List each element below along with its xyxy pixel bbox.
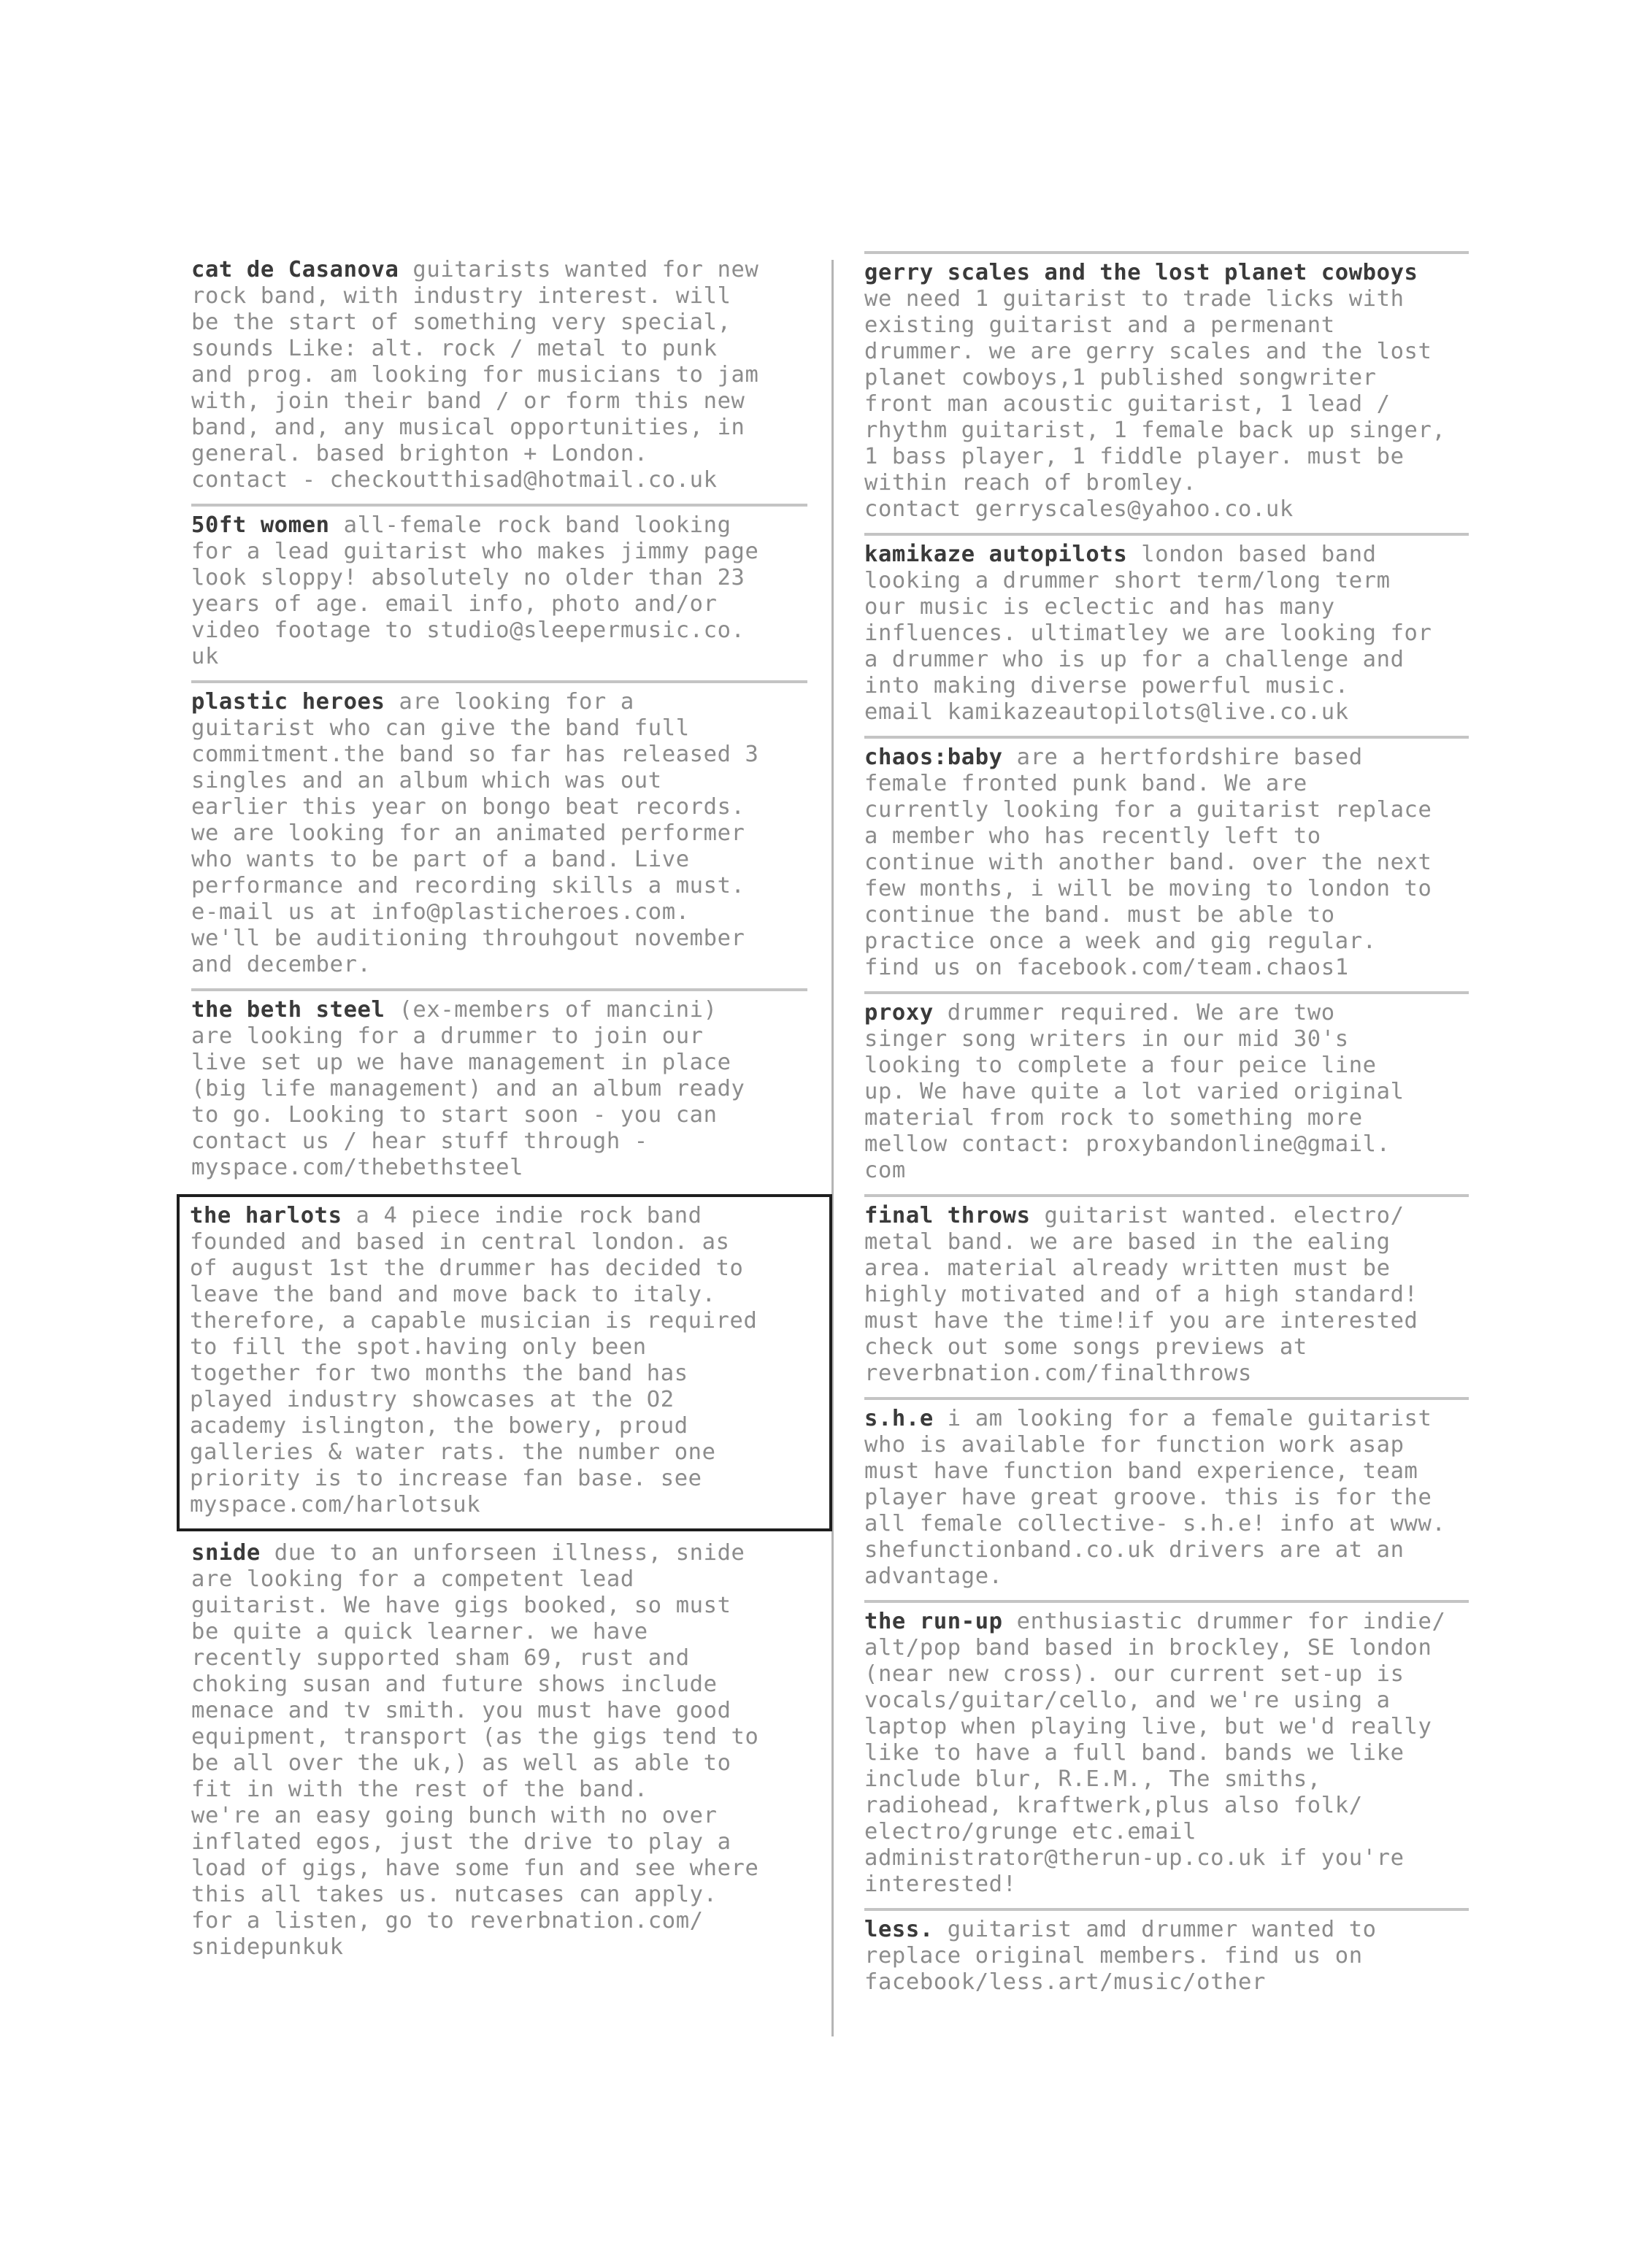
ad-less — [854, 1911, 1497, 2006]
ad-band-name: 50ft women — [191, 512, 330, 538]
ad-band-name: s.h.e — [864, 1406, 934, 1431]
ad-final-throws — [854, 1197, 1497, 1397]
ad-she — [854, 1400, 1497, 1600]
ad-body: a 4 piece indie rock band founded and based in central london. as of august 1st the drummer has decided to leave the band and move back to italy. therefore, a capable musician is required to fill the spot.having only been together for two months the band has played industry showcases at the O2 academy islington, the bowery, proud galleries & water rats. the number one priority is to increase fan base. see myspace.com/harlotsuk — [190, 1203, 758, 1517]
ad-band-name: snide — [191, 1540, 261, 1566]
ad-band-name: kamikaze autopilots — [864, 542, 1128, 567]
ad-cat-de-casanova — [181, 251, 823, 504]
ad-chaos-baby — [854, 739, 1497, 991]
ad-body: all-female rock band looking for a lead guitarist who makes jimmy page look sloppy! absolutely no older than 23 years of age. email info, photo and/or video footage to studio@sleepermusic.co. uk — [191, 512, 759, 669]
ad-50ft-women — [181, 507, 823, 680]
ad-band-name: the harlots — [190, 1203, 342, 1228]
ad-band-name: plastic heroes — [191, 689, 385, 715]
ad-body: london based band looking a drummer short term/long term our music is eclectic and has many influences. ultimatley we are looking for a drummer who is up for a challenge and into making diverse powerful music. email kamikazeautopilots@live.co.uk — [864, 542, 1432, 725]
ad-band-name: final throws — [864, 1203, 1031, 1228]
ad-band-name: cat de Casanova — [191, 257, 399, 282]
ad-body: guitarist wanted. electro/ metal band. we are based in the ealing area. material already written must be highly motivated and of a high standard! must have the time!if you are interested check out some songs previews at reverbnation.com/finalthrows — [864, 1203, 1418, 1386]
ad-gerry-scales — [854, 254, 1497, 533]
ad-body: enthusiastic drummer for indie/ alt/pop band based in brockley, SE london (near new cross). our current set-up is vocals/guitar/cello, and we're using a laptop when playing live, but we'd really like to have a full band. bands we like include blur, R.E.M., The smiths, radiohead, kraftwerk,plus also folk/ electro/grunge etc.email administrator@therun-up.co.uk if you're interested! — [864, 1609, 1446, 1897]
ad-body: drummer required. We are two singer song writers in our mid 30's looking to complete a four peice line up. We have quite a lot varied original material from rock to something more mellow contact: proxybandonline@gmail. com — [864, 1000, 1405, 1183]
ad-band-name: the beth steel — [191, 997, 385, 1023]
ad-body: are a hertfordshire based female fronted punk band. We are currently looking for a guitarist replace a member who has recently left to continue with another band. over the next few months, i will be moving to london to continue the band. must be able to practice once a week and gig regular. find us on facebook.com/team.chaos1 — [864, 745, 1432, 980]
ad-body: guitarists wanted for new rock band, with industry interest. will be the start of something very special, sounds Like: alt. rock / metal to punk and prog. am looking for musicians to jam with, join their band / or form this new band, and, any musical opportunities, in general. based brighton + London. contact - checkoutthisad@hotmail.co.uk — [191, 257, 759, 493]
column-divider — [831, 260, 834, 2036]
ad-the-beth-steel — [181, 991, 823, 1191]
right-column — [854, 251, 1497, 2006]
ad-proxy — [854, 994, 1497, 1194]
ad-band-name: chaos:baby — [864, 745, 1003, 770]
ad-body: (ex-members of mancini) are looking for a drummer to join our live set up we have management in place (big life management) and an album ready to go. Looking to start soon - you can contact us / hear stuff through - myspace.com/thebethsteel — [191, 997, 745, 1180]
ad-plastic-heroes — [181, 683, 823, 988]
ad-snide — [181, 1534, 823, 1971]
ad-band-name: less. — [864, 1917, 934, 1942]
ad-body: i am looking for a female guitarist who is available for function work asap must have function band experience, team player have great groove. this is for the all female collective- s.h.e! info at www. shefunctionband.co.uk drivers are at an advantage. — [864, 1406, 1446, 1589]
ad-body: guitarist amd drummer wanted to replace original members. find us on facebook/less.art/music/other — [864, 1917, 1377, 1995]
ad-body: due to an unforseen illness, snide are looking for a competent lead guitarist. We have gigs booked, so must be quite a quick learner. we have recently supported sham 69, rust and choking susan and future shows include menace and tv smith. you must have good equipment, transport (as the gigs tend to be all over the uk,) as well as able to fit in with the rest of the band. we're an easy going bunch with no over inflated egos, just the drive to play a load of gigs, have some fun and see where this all takes us. nutcases can apply. for a listen, go to reverbnation.com/ snidepunkuk — [191, 1540, 759, 1960]
ad-the-run-up — [854, 1603, 1497, 1908]
ad-the-harlots-highlighted — [177, 1194, 832, 1531]
ad-kamikaze-autopilots — [854, 536, 1497, 736]
ad-band-name: proxy — [864, 1000, 934, 1026]
ad-band-name: gerry scales and the lost planet cowboys — [864, 260, 1418, 285]
ad-body: are looking for a guitarist who can give the band full commitment.the band so far has released 3 singles and an album which was out earlier this year on bongo beat records. we are looking for an animated performer who wants to be part of a band. Live performance and recording skills a must. e-mail us at info@plasticheroes.com. we'll be auditioning throuhgout november and december. — [191, 689, 759, 977]
ad-band-name: the run-up — [864, 1609, 1003, 1634]
ad-body: we need 1 guitarist to trade licks with existing guitarist and a permenant drummer. we are gerry scales and the lost planet cowboys,1 published songwriter front man acoustic guitarist, 1 lead / rhythm guitarist, 1 female back up singer, 1 bass player, 1 fiddle player. must be within reach of bromley. contact gerryscales@yahoo.co.uk — [864, 286, 1446, 522]
left-column — [181, 251, 823, 1971]
